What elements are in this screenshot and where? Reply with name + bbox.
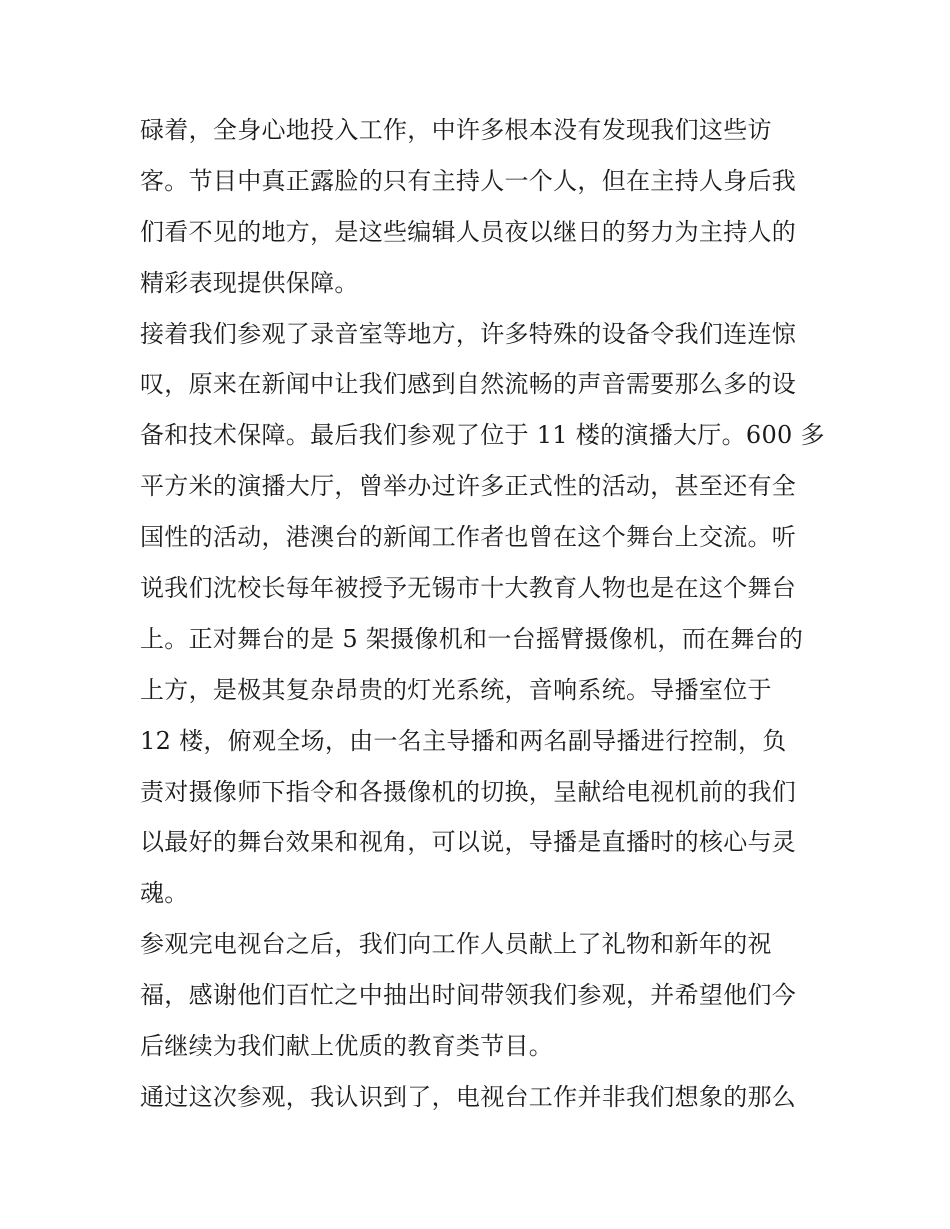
- text-line: 上。正对舞台的是 5 架摄像机和一台摇臂摄像机，而在舞台的: [140, 624, 804, 653]
- text-line: 碌着，全身心地投入工作，中许多根本没有发现我们这些访: [140, 116, 772, 144]
- text-line: 客。节目中真正露脸的只有主持人一个人，但在主持人身后我: [140, 166, 797, 195]
- text-line: 福，感谢他们百忙之中抽出时间带领我们参观，并希望他们今: [140, 981, 797, 1010]
- text-line: 接着我们参观了录音室等地方，许多特殊的设备令我们连连惊: [140, 319, 797, 348]
- text-line: 精彩表现提供保障。: [140, 268, 359, 297]
- body-text: [140, 105, 825, 1123]
- text-line: 叹，原来在新闻中让我们感到自然流畅的声音需要那么多的设: [140, 370, 797, 399]
- text-line: 以最好的舞台效果和视角，可以说，导播是直播时的核心与灵: [140, 828, 797, 857]
- text-line: 上方，是极其复杂昂贵的灯光系统，音响系统。导播室位于: [140, 675, 772, 704]
- text-line: 平方米的演播大厅，曾举办过许多正式性的活动，甚至还有全: [140, 472, 797, 501]
- text-line: 国性的活动，港澳台的新闻工作者也曾在这个舞台上交流。听: [140, 523, 797, 552]
- text-line: 后继续为我们献上优质的教育类节目。: [140, 1032, 554, 1061]
- text-line: 们看不见的地方，是这些编辑人员夜以继日的努力为主持人的: [140, 217, 797, 246]
- text-line: 参观完电视台之后，我们向工作人员献上了礼物和新年的祝: [140, 930, 772, 959]
- text-line: 备和技术保障。最后我们参观了位于 11 楼的演播大厅。600 多: [140, 421, 825, 450]
- text-line: 12 楼，俯观全场，由一名主导播和两名副导播进行控制，负: [140, 726, 787, 755]
- text-line: 魂。: [140, 879, 189, 908]
- text-line: 通过这次参观，我认识到了，电视台工作并非我们想象的那么: [140, 1082, 797, 1111]
- text-line: 责对摄像师下指令和各摄像机的切换，呈献给电视机前的我们: [140, 777, 797, 806]
- text-line: 说我们沈校长每年被授予无锡市十大教育人物也是在这个舞台: [140, 574, 797, 603]
